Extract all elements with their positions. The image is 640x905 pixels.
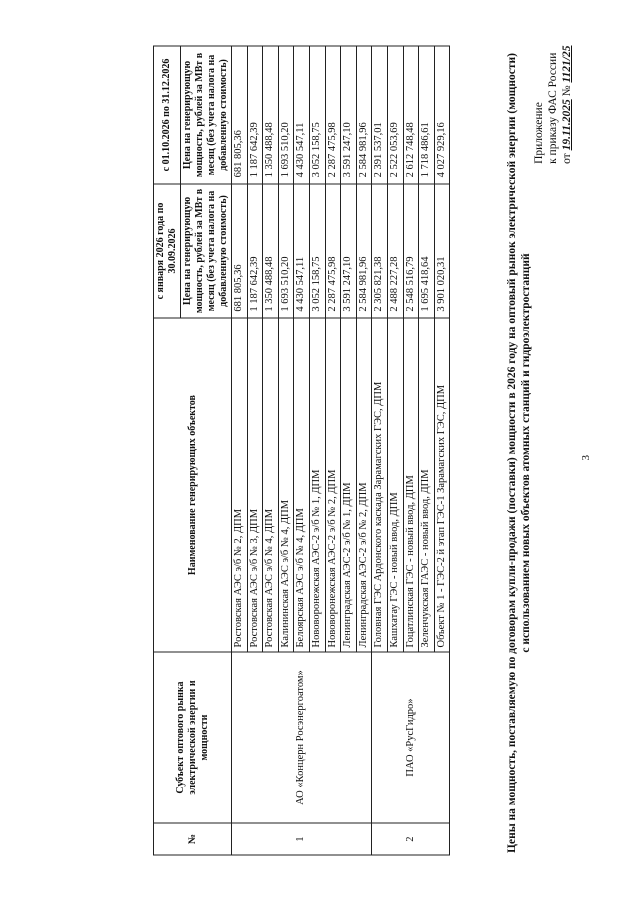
price-period-1: 2 548 516,79 [403, 183, 419, 317]
price-period-1: 2 584 981,96 [356, 183, 372, 317]
appendix-label: Приложение [533, 101, 545, 164]
price-period-2: 2 584 981,96 [356, 46, 372, 184]
price-period-1: 681 805,36 [232, 183, 248, 317]
price-period-2: 4 430 547,11 [294, 46, 310, 184]
price-period-2: 1 187 642,39 [247, 46, 263, 184]
object-name: Ленинградская АЭС-2 э/б № 1, ДПМ [341, 318, 357, 652]
price-period-2: 1 693 510,20 [278, 46, 294, 184]
price-period-2: 2 522 053,69 [387, 46, 403, 184]
price-period-2: 1 718 486,61 [419, 46, 435, 184]
price-period-1: 1 693 510,20 [278, 183, 294, 317]
header-num: № [154, 823, 232, 855]
handwritten-number: 1121/25 [561, 45, 573, 83]
header-period-1: с января 2026 года по 30.09.2026 [154, 183, 181, 317]
object-name: Нововоронежская АЭС-2 э/б № 2, ДПМ [325, 318, 341, 652]
table-row [232, 46, 248, 855]
table-row [372, 46, 388, 855]
date-prefix: от [561, 152, 573, 164]
page-number: 3 [580, 454, 592, 460]
object-name: Ленинградская АЭС-2 э/б № 2, ДПМ [356, 318, 372, 652]
object-name: Белоярская АЭС э/б № 4, ДПМ [294, 318, 310, 652]
price-period-2: 2 391 537,01 [372, 46, 388, 184]
title-line-1: Цены на мощность, поставляемую по договорам купли-продажи (поставки) мощности в 2026 году на оптовый рынок электрической энергии (мощности) [506, 52, 518, 853]
price-period-1: 1 695 418,64 [419, 183, 435, 317]
price-period-1: 3 591 247,10 [341, 183, 357, 317]
price-period-2: 681 805,36 [232, 46, 248, 184]
object-name: Кашхатау ГЭС - новый ввод, ДПМ [387, 318, 403, 652]
header-price-2: Цена на генерирующую мощность, рублей за МВт в месяц (без учета налога на добавленную стоимость) [181, 46, 232, 184]
header-period-2: с 01.10.2026 по 31.12.2026 [154, 46, 181, 184]
object-name: Калининская АЭС э/б № 4, ДПМ [278, 318, 294, 652]
number-prefix: № [561, 84, 573, 96]
object-name: Ростовская АЭС э/б № 2, ДПМ [232, 318, 248, 652]
object-name: Зеленчукская ГАЭС - новый ввод, ДПМ [419, 318, 435, 652]
group-number: 1 [232, 823, 372, 855]
header-subject: Субъект оптового рынка электрической энергии и мощности [154, 651, 232, 822]
price-period-2: 4 027 929,16 [434, 46, 450, 184]
price-period-1: 2 287 475,98 [325, 183, 341, 317]
header-object: Наименование генерирующих объектов [154, 318, 232, 652]
object-name: Объект № 1 - ГЭС-2 й этап ГЭС-1 Зарамагских ГЭС, ДПМ [434, 318, 450, 652]
group-subject: АО «Концерн Росэнергоатом» [232, 651, 372, 822]
group-number: 2 [372, 823, 450, 855]
price-period-2: 1 350 488,48 [263, 46, 279, 184]
price-table [153, 45, 450, 855]
price-period-1: 3 052 158,75 [309, 183, 325, 317]
price-period-1: 2 488 227,28 [387, 183, 403, 317]
appendix-block [532, 45, 574, 163]
object-name: Головная ГЭС Ардонского каскада Зарамагских ГЭС, ДПМ [372, 318, 388, 652]
group-subject: ПАО «РусГидро» [372, 651, 450, 822]
handwritten-date: 19.11.2025 [561, 98, 573, 150]
price-period-1: 2 305 821,38 [372, 183, 388, 317]
price-period-2: 2 287 475,98 [325, 46, 341, 184]
price-period-1: 3 901 020,31 [434, 183, 450, 317]
appendix-date-line [560, 45, 574, 163]
price-period-1: 4 430 547,11 [294, 183, 310, 317]
appendix-order: к приказу ФАС России [547, 52, 559, 164]
price-period-2: 2 612 748,48 [403, 46, 419, 184]
object-name: Гоцатлинская ГЭС - новый ввод, ДПМ [403, 318, 419, 652]
object-name: Ростовская АЭС э/б № 3, ДПМ [247, 318, 263, 652]
price-period-2: 3 591 247,10 [341, 46, 357, 184]
header-price-1: Цена на генерирующую мощность, рублей за МВт в месяц (без учета налога на добавленную стоимость) [181, 183, 232, 317]
document-title [505, 40, 533, 865]
price-period-1: 1 350 488,48 [263, 183, 279, 317]
title-line-2: с использованием новых объектов атомных станций и гидроэлектростанций [520, 252, 532, 653]
price-period-2: 3 052 158,75 [309, 46, 325, 184]
price-period-1: 1 187 642,39 [247, 183, 263, 317]
object-name: Ростовская АЭС э/б № 4, ДПМ [263, 318, 279, 652]
object-name: Нововоронежская АЭС-2 э/б № 1, ДПМ [309, 318, 325, 652]
